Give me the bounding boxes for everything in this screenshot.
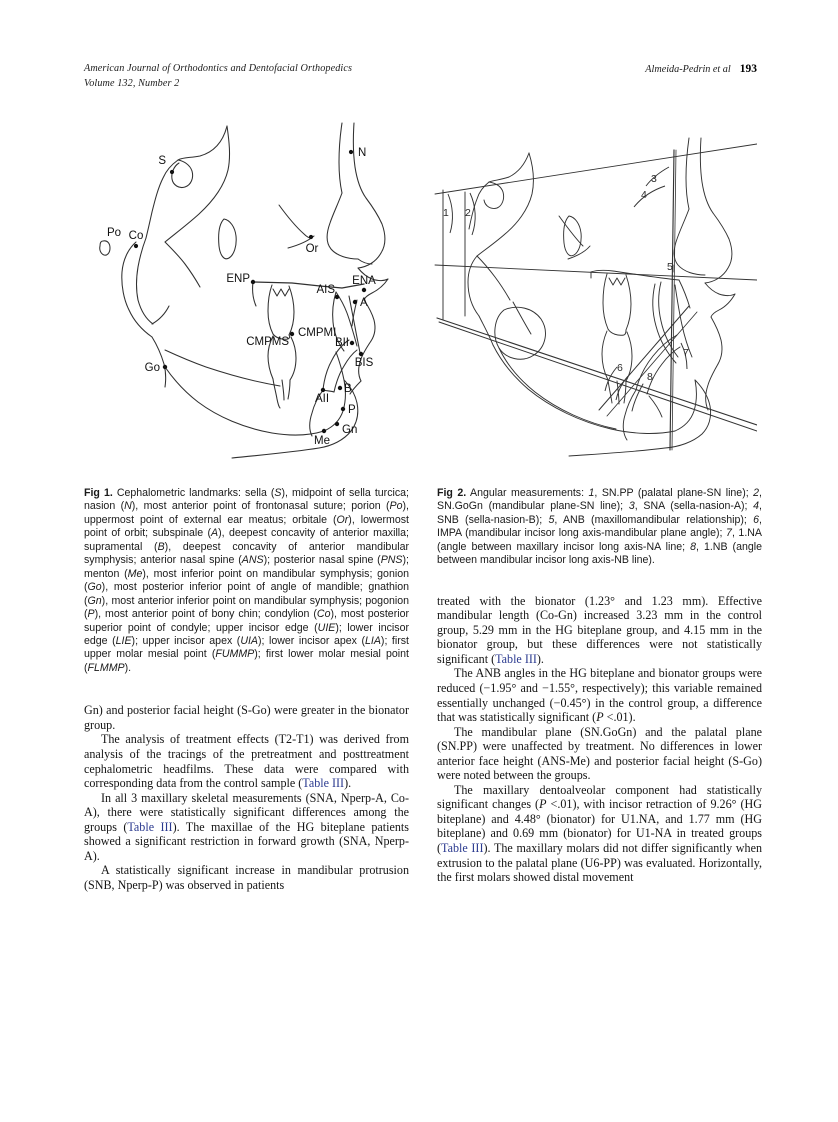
figure-2-image — [421, 120, 757, 470]
figure-1-image — [84, 120, 420, 470]
figure-1-landmarks — [107, 147, 376, 447]
journal-volume: Volume 132, Number 2 — [84, 77, 180, 89]
landmark-abbrev: PNS — [380, 554, 403, 567]
measurement-number: 6 — [753, 513, 760, 526]
svg-text:AIS: AIS — [316, 284, 335, 296]
svg-text:N: N — [358, 147, 367, 159]
measurement-number: 5 — [548, 513, 555, 526]
angle-label-1: 1 — [443, 207, 449, 219]
measurement-number: 7 — [726, 527, 732, 540]
table-reference-link[interactable]: Table III — [127, 819, 173, 834]
svg-text:Po: Po — [106, 227, 122, 239]
measurement-number: 3 — [628, 500, 635, 513]
landmark-abbrev: FLMMP — [87, 661, 125, 674]
landmark-abbrev: Or — [336, 513, 349, 526]
running-head-journal — [84, 62, 352, 91]
body-paragraph: The maxillary dentoalveolar component had statistically significant changes (P <.01), with incisor retraction of 9.26° (HG biteplane) and 4.48° (bionator) for U1.NA, and 1.77 mm (HG biteplane) and 0.69 mm (bionator) for U1-NA in treated groups (Table III). The maxillary molars did not differ significantly when extrusion to the palatal plane (U6-PP) was evaluated. Horizontally, the first molars showed distal movement — [437, 782, 762, 885]
svg-text:Gn: Gn — [342, 424, 358, 436]
svg-text:BIS: BIS — [354, 357, 374, 369]
landmark-abbrev: LIE — [115, 634, 132, 647]
figure-1-caption-text: Cephalometric landmarks: sella (S), midpoint of sella turcica; nasion (N), most anterior point of frontonasal suture; porion (Po), uppermost point of external ear meatus; orbitale (Or), lowermost point of orbit; subspinale (A), deepest concavity of anterior maxilla; supramental (B), deepest concavity of anterior mandibular symphysis; anterior nasal spine (ANS); posterior nasal spine (PNS); menton (Me), most inferior point on mandibular symphysis; gonion (Go), most posterior inferior point of angle of mandible; gnathion (Gn), most anterior inferior point on mandibular symphysis; pogonion (P), most anterior point of bony chin; condylion (Co), most posterior superior point of condyle; upper incisor edge (UIE); lower incisor edge (LIE); upper incisor apex (UIA); lower incisor apex (LIA); first upper molar mesial point (FUMMP); first lower molar mesial point (FLMMP). — [84, 487, 409, 674]
svg-text:Or: Or — [305, 243, 319, 255]
landmark-abbrev: Me — [127, 567, 143, 580]
svg-text:S: S — [158, 155, 166, 167]
svg-text:B: B — [344, 383, 352, 395]
body-paragraph: In all 3 maxillary skeletal measurements (SNA, Nperp-A, Co-A), there were statistically significant differences among the groups (Table III). The maxillae of the HG biteplane patients showed a significant restriction in forward growth (SNA, Nperp-A). — [84, 790, 409, 863]
landmark-abbrev: Go — [87, 581, 102, 594]
figures-band — [84, 120, 757, 470]
figure-2-svg — [421, 120, 757, 470]
figure-2-angle-labels — [443, 173, 689, 383]
landmark-ENP — [226, 273, 255, 285]
journal-title: American Journal of Orthodontics and Dentofacial Orthopedics — [84, 63, 353, 74]
statistic-symbol: P — [596, 710, 604, 725]
figure-2-label: Fig 2. — [437, 487, 467, 499]
page-number: 193 — [739, 63, 757, 75]
svg-text:BII: BII — [334, 337, 349, 349]
svg-text:ENP: ENP — [226, 273, 250, 285]
statistic-symbol: P — [539, 797, 547, 812]
landmark-abbrev: N — [124, 500, 132, 513]
svg-text:CMPMI: CMPMI — [298, 327, 337, 339]
landmark-Co — [129, 230, 144, 248]
landmark-abbrev: Gn — [87, 594, 102, 607]
measurement-number: 2 — [753, 487, 760, 499]
svg-text:Co: Co — [128, 230, 144, 242]
figure-2-caption — [437, 487, 762, 568]
body-paragraph: Gn) and posterior facial height (S-Go) were greater in the bionator group. — [84, 703, 409, 732]
angle-label-8: 8 — [647, 371, 653, 383]
landmark-abbrev: A — [211, 527, 219, 540]
figure-1-label: Fig 1. — [84, 487, 113, 499]
angle-label-7: 7 — [683, 347, 689, 359]
landmark-B — [338, 383, 352, 395]
running-head-authors-page — [645, 62, 757, 78]
landmark-Me — [314, 429, 330, 447]
svg-text:A: A — [360, 297, 368, 309]
landmark-abbrev: Co — [316, 608, 331, 621]
landmark-abbrev: UIE — [317, 621, 336, 634]
svg-text:Go: Go — [144, 362, 160, 374]
figure-2-caption-text: Angular measurements: 1, SN.PP (palatal plane-SN line); 2, SN.GoGn (mandibular plane-SN line); 3, SNA (sella-nasion-A); 4, SNB (sella-nasion-B); 5, ANB (maxillomandibular relationship); 6, IMPA (mandibular incisor long axis-mandibular plane angle); 7, 1.NA (angle between maxillary incisor long axis-NA line; 8, 1.NB (angle between mandibular incisor long axis-NB line). — [437, 487, 762, 567]
landmark-abbrev: S — [274, 487, 282, 499]
landmark-Or — [306, 235, 319, 255]
landmark-abbrev: FUMMP — [215, 648, 255, 661]
landmark-N — [349, 147, 366, 159]
table-reference-link[interactable]: Table III — [302, 776, 345, 791]
svg-text:Me: Me — [314, 435, 330, 447]
landmark-BII — [335, 337, 354, 349]
landmark-abbrev: P — [87, 608, 95, 621]
landmark-abbrev: LIA — [365, 634, 381, 647]
svg-text:AII: AII — [314, 393, 330, 405]
measurement-number: 8 — [690, 540, 696, 553]
landmark-abbrev: B — [157, 540, 165, 553]
landmark-CMPMS — [246, 332, 294, 348]
landmark-Po — [107, 227, 121, 239]
landmark-CMPMI — [298, 327, 336, 339]
svg-text:P: P — [348, 404, 356, 416]
landmark-abbrev: UIA — [240, 634, 258, 647]
body-paragraph: The analysis of treatment effects (T2-T1) was derived from analysis of the tracings of the pretreatment and posttreatment cephalometric headfilms. These data were compared with corresponding data from the control sample (Table III). — [84, 732, 409, 791]
angle-label-5: 5 — [667, 261, 673, 273]
running-head — [84, 62, 757, 96]
table-reference-link[interactable]: Table III — [495, 651, 537, 666]
body-paragraph: The ANB angles in the HG biteplane and bionator groups were reduced (−1.95° and −1.55°, respectively); this variable remained essentially unchanged (−0.45°) in the control group, a difference that was statistically significant (P <.01). — [437, 666, 762, 725]
left-column-body — [84, 703, 409, 892]
angle-label-4: 4 — [641, 189, 647, 201]
measurement-number: 4 — [753, 500, 760, 513]
angle-label-2: 2 — [465, 207, 471, 219]
figure-1-caption — [84, 487, 409, 675]
angle-arc-4 — [634, 186, 665, 207]
landmark-abbrev: Po — [389, 500, 403, 513]
right-column-body — [437, 594, 762, 885]
landmark-Gn — [335, 422, 358, 436]
figure-1-svg — [84, 120, 420, 470]
landmark-abbrev: ANS — [241, 554, 264, 567]
body-paragraph: treated with the bionator (1.23° and 1.23 mm). Effective mandibular length (Co-Gn) increased 3.23 mm in the control group, 5.29 mm in the HG biteplane group, and 4.15 mm in the bionator group, but these differences were not statistically significant (Table III). — [437, 593, 762, 666]
landmark-P — [341, 404, 356, 416]
table-reference-link[interactable]: Table III — [441, 841, 484, 856]
measurement-number: 1 — [588, 487, 595, 499]
running-head-authors: Almeida-Pedrin et al — [645, 64, 731, 75]
svg-text:CMPMS: CMPMS — [246, 336, 289, 348]
right-column — [437, 487, 762, 885]
body-paragraph: The mandibular plane (SN.GoGn) and the palatal plane (SN.PP) were unaffected by treatment. No differences in lower anterior face height (ANS-Me) and posterior facial height (S-Go) were noted between the groups. — [437, 724, 762, 783]
body-paragraph: A statistically significant increase in mandibular protrusion (SNB, Nperp-P) was observed in patients — [84, 863, 409, 892]
svg-text:ENA: ENA — [352, 275, 376, 287]
landmark-BIS — [355, 352, 374, 369]
angle-label-3: 3 — [651, 173, 657, 185]
landmark-ENA — [352, 275, 376, 292]
left-column — [84, 487, 409, 892]
angle-label-6: 6 — [617, 362, 623, 374]
angle-arc-3 — [646, 167, 669, 186]
